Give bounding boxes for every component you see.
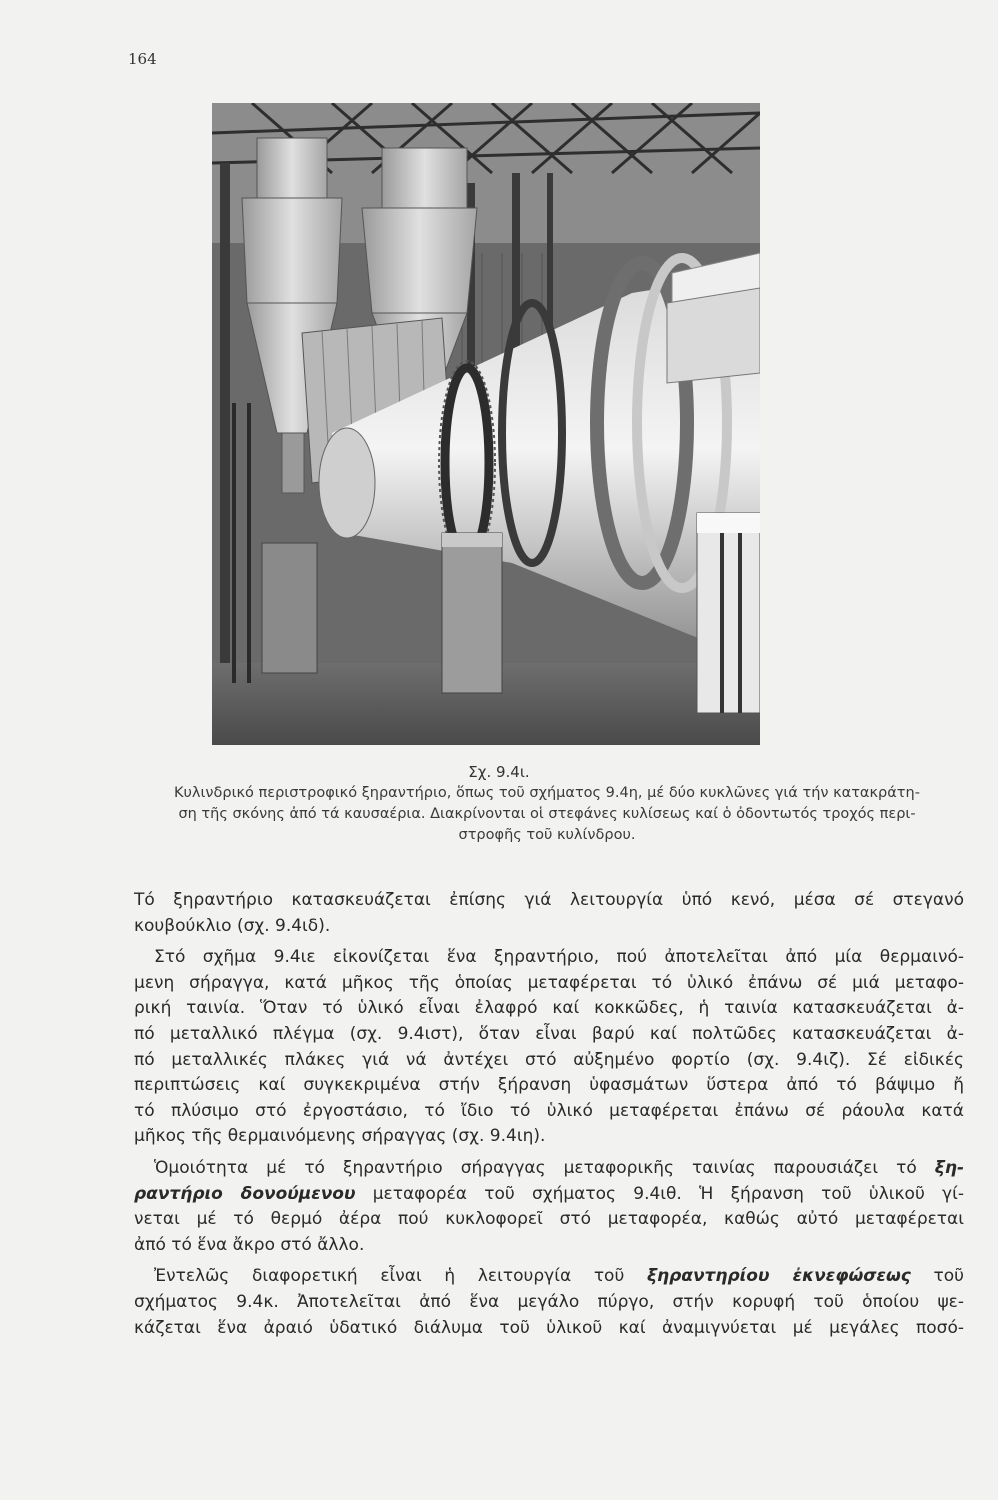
figure-caption <box>132 783 962 846</box>
paragraph-vibrating-conveyor <box>134 1156 964 1258</box>
figure-label: Σχ. 9.4ι. <box>468 763 530 781</box>
text-line: νεται μέ τό θερμό ἀέρα πού κυκλοφορεῖ στό μεταφορέα, καθώς αὐτό μεταφέρεται <box>134 1209 964 1230</box>
page-number: 164 <box>128 50 157 68</box>
paragraph-spray-dryer <box>134 1264 964 1341</box>
caption-line: ση τῆς σκόνης ἀπό τά καυσαέρια. Διακρίνονται οἱ στεφάνες κυλίσεως καί ὁ ὀδοντωτός τροχός περι- <box>178 806 916 822</box>
emphasis-term: ξηραντηρίου ἐκνεφώσεως <box>646 1266 911 1287</box>
rotary-dryer-photo <box>212 103 760 745</box>
text-line: Στό σχῆμα 9.4ιε εἰκονίζεται ἕνα ξηραντήριο, πού ἀποτελεῖται ἀπό μία θερμαινό- <box>154 947 964 968</box>
text-line: ἀπό τό ἕνα ἄκρο στό ἄλλο. <box>134 1234 365 1255</box>
text-line: κάζεται ἕνα ἀραιό ὑδατικό διάλυμα τοῦ ὑλικοῦ καί ἀναμιγνύεται μέ μεγάλες ποσό- <box>134 1317 964 1338</box>
text-line: ρική ταινία. Ὅταν τό ὑλικό εἶναι ἐλαφρό καί κοκκῶδες, ἡ ταινία κατασκευάζεται ἀ- <box>134 998 964 1019</box>
emphasis-term: ξη- <box>934 1157 964 1178</box>
text-line: μῆκος τῆς θερμαινόμενης σήραγγας (σχ. 9.4ιη). <box>134 1126 546 1147</box>
text-line: κουβούκλιο (σχ. 9.4ιδ). <box>134 915 331 936</box>
text-line <box>134 1156 964 1182</box>
text-line: Τό ξηραντήριο κατασκευάζεται ἐπίσης γιά λειτουργία ὑπό κενό, μέσα σέ στεγανό <box>134 890 964 910</box>
text-line: μενη σήραγγα, κατά μῆκος τῆς ὁποίας μεταφέρεται τό ὑλικό ἐπάνω σέ μιά μεταφο- <box>134 972 964 993</box>
emphasis-term: ραντήριο δονούμενου <box>134 1183 356 1204</box>
text-segment: τοῦ <box>910 1266 964 1287</box>
text-line: περιπτώσεις καί συγκεκριμένα στήν ξήρανση ὑφασμάτων ὕστερα ἀπό τό βάψιμο ἤ <box>134 1075 964 1096</box>
text-line: σχήματος 9.4κ. Ἀποτελεῖται ἀπό ἕνα μεγάλο πύργο, στήν κορυφή τοῦ ὁποίου ψε- <box>134 1291 964 1312</box>
body-text <box>134 888 964 1347</box>
text-line: τό πλύσιμο στό ἐργοστάσιο, τό ἴδιο τό ὑλικό μεταφέρεται ἐπάνω σέ ράουλα κατά <box>134 1100 964 1121</box>
text-segment: Ἐντελῶς διαφορετική εἶναι ἡ λειτουργία τοῦ <box>154 1266 647 1287</box>
paragraph-tunnel-dryer <box>134 945 964 1150</box>
text-line <box>134 1182 964 1208</box>
text-segment: Ὁμοιότητα μέ τό ξηραντήριο σήραγγας μεταφορικῆς ταινίας παρουσιάζει τό <box>154 1157 935 1178</box>
paragraph-vacuum-dryer <box>134 888 964 939</box>
text-segment: μεταφορέα τοῦ σχήματος 9.4ιθ. Ἡ ξήρανση τοῦ ὑλικοῦ γί- <box>355 1183 965 1204</box>
caption-line: στροφῆς τοῦ κυλίνδρου. <box>458 827 636 843</box>
text-line: πό μεταλλικό πλέγμα (σχ. 9.4ιστ), ὅταν εἶναι βαρύ καί πολτῶδες κατασκευάζεται ἀ- <box>134 1023 964 1044</box>
text-line: πό μεταλλικές πλάκες γιά νά ἀντέχει στό αὐξημένο φορτίο (σχ. 9.4ιζ). Σέ εἰδικές <box>134 1049 964 1070</box>
text-line <box>134 1264 964 1290</box>
caption-line: Κυλινδρικό περιστροφικό ξηραντήριο, ὅπως τοῦ σχήματος 9.4η, μέ δύο κυκλῶνες γιά τήν κατακράτη- <box>174 785 920 801</box>
